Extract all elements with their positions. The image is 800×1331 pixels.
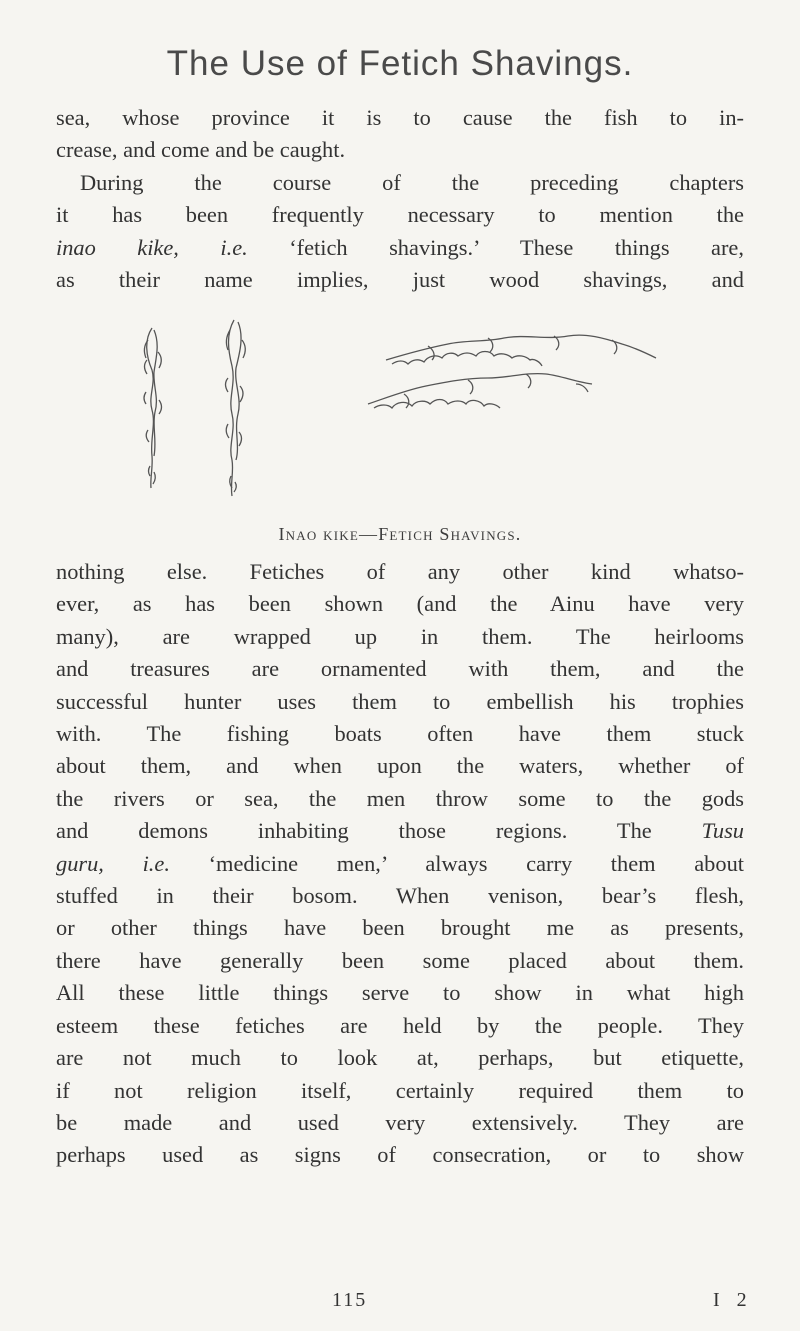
text-line: there have generally been some placed about them. xyxy=(56,947,744,973)
text-line: if not religion itself, certainly required them to xyxy=(56,1077,744,1103)
figure-caption xyxy=(56,524,744,545)
figure-inao-kike xyxy=(56,300,744,550)
signature-mark: I 2 xyxy=(713,1289,753,1311)
text-line: are not much to look at, perhaps, but etiquette, xyxy=(56,1045,744,1071)
italic-term: inao kike, xyxy=(56,234,179,260)
text-line: perhaps used as signs of consecration, or to show xyxy=(56,1142,744,1168)
text-fragment: ‘fetich shavings.’ These things are, xyxy=(289,234,744,260)
caption-text: Inao kike—Fetich Shavings. xyxy=(278,524,522,544)
text-line: ever, as has been shown (and the Ainu have very xyxy=(56,591,744,617)
shaving-stick-2 xyxy=(226,320,246,496)
text-line: be made and used very extensively. They are xyxy=(56,1109,744,1135)
text-line: as their name implies, just wood shavings, and xyxy=(56,267,744,293)
text-line: with. The fishing boats often have them stuck xyxy=(56,721,744,747)
text-line: stuffed in their bosom. When venison, bear’s flesh, xyxy=(56,883,744,909)
text-block-bottom xyxy=(56,556,744,1172)
curled-shavings-2 xyxy=(368,374,592,408)
text-fragment: and demons inhabiting those regions. The xyxy=(56,818,652,844)
text-line: many), are wrapped up in them. The heirlooms xyxy=(56,623,744,649)
italic-term: Tusu xyxy=(701,818,744,844)
text-line: or other things have been brought me as presents, xyxy=(56,915,744,941)
text-line xyxy=(56,848,744,880)
wood-shavings-illustration xyxy=(56,300,744,520)
text-line: and treasures are ornamented with them, and the xyxy=(56,656,744,682)
text-line xyxy=(56,815,744,847)
text-line: about them, and when upon the waters, whether of xyxy=(56,753,744,779)
text-line xyxy=(56,232,744,264)
text-line: During the course of the preceding chapters xyxy=(80,169,744,195)
running-head: The Use of Fetich Shavings. xyxy=(166,44,634,83)
text-line: esteem these fetiches are held by the people. They xyxy=(56,1012,744,1038)
italic-ie: i.e. xyxy=(142,850,170,876)
text-line: crease, and come and be caught. xyxy=(56,137,346,163)
shaving-stick-1 xyxy=(144,328,162,488)
italic-ie: i.e. xyxy=(220,234,248,260)
text-line: successful hunter uses them to embellish his trophies xyxy=(56,688,744,714)
italic-term: guru, xyxy=(56,850,104,876)
page-number: 115 xyxy=(332,1289,368,1311)
text-line: nothing else. Fetiches of any other kind whatso- xyxy=(56,559,744,584)
text-line: the rivers or sea, the men throw some to the gods xyxy=(56,785,744,811)
text-line: All these little things serve to show in what high xyxy=(56,980,744,1006)
text-line: sea, whose province it is to cause the fish to in- xyxy=(56,105,744,130)
text-line: it has been frequently necessary to mention the xyxy=(56,202,744,228)
curled-shavings-1 xyxy=(386,335,656,366)
text-block-top xyxy=(56,102,744,296)
text-fragment: ‘medicine men,’ always carry them about xyxy=(208,850,744,876)
